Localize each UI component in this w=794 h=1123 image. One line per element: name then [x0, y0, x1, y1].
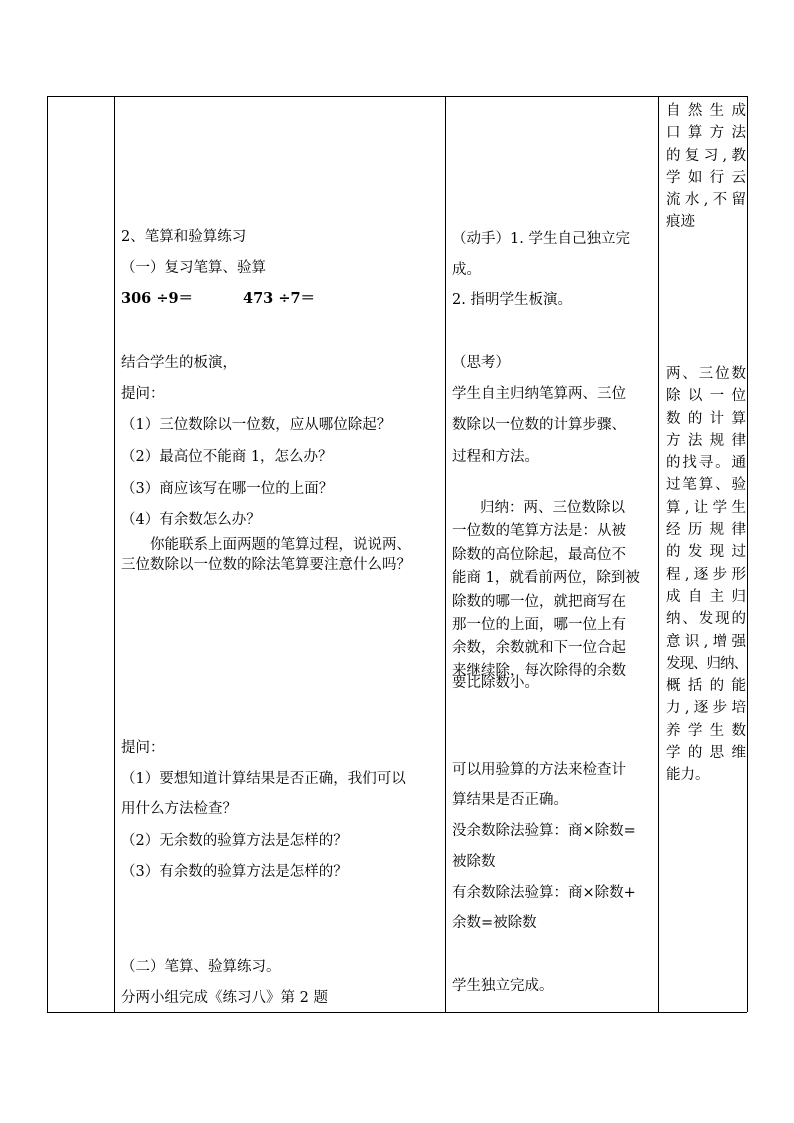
discussion-line-1: 你能联系上面两题的笔算过程，说说两、: [150, 537, 411, 553]
note-1-line: 痕迹: [666, 214, 695, 231]
note-2-line: 成自主归: [666, 588, 746, 605]
discussion-line-2: 三位数除以一位数的除法笔算要注意什么吗？: [121, 557, 411, 573]
section-title: 2、笔算和验算练习: [121, 229, 247, 245]
note-2-line: 概括的能: [666, 678, 746, 695]
note-2-line: 意识,增强: [666, 633, 746, 650]
note-1-line: 自然生成: [666, 103, 746, 119]
question-3: （3）商应该写在哪一位的上面？: [121, 481, 334, 497]
note-1-line: 的复习,教: [666, 147, 746, 164]
table-border-left: [47, 96, 48, 1012]
student-act-2: 2. 指明学生板演。: [452, 292, 572, 308]
note-1-line: 学如行云: [666, 169, 746, 186]
generalize-line-1: 归纳：两、三位数除以: [480, 500, 625, 516]
table-border-right: [747, 96, 748, 1012]
check-line-6: 余数=被除数: [452, 915, 537, 931]
subsection-practice: （二）笔算、验算练习。: [121, 959, 281, 975]
check-line-3: 没余数除法验算：商×除数=: [452, 823, 636, 839]
check-line-5: 有余数除法验算：商×除数+: [452, 885, 636, 901]
summary-line-2: 数除以一位数的计算步骤、: [452, 417, 626, 433]
question-prompt-1: 提问：: [121, 386, 165, 402]
note-2-line: 发现、归纳、: [666, 655, 747, 672]
generalize-line-3: 除数的高位除起，最高位不: [452, 547, 626, 563]
generalize-line-4: 能商 1，就看前两位，除到被: [452, 570, 640, 586]
independent-complete: 学生独立完成。: [452, 978, 554, 994]
student-act-1b: 成。: [452, 262, 481, 278]
table-top-border: [47, 96, 747, 97]
generalize-line-5: 除数的哪一位，就把商写在: [452, 594, 626, 610]
note-2-line: 算,让学生: [666, 499, 746, 516]
table-divider-1: [114, 96, 115, 1012]
generalize-line-8: 来继续除，每次除得的余数: [452, 663, 626, 679]
note-2-line: 能力。: [666, 767, 710, 784]
generalize-line-9: 要比除数小。: [452, 675, 539, 691]
subsection-review: （一）复习笔算、验算: [121, 260, 266, 276]
note-2-line: 的找寻。通: [666, 455, 746, 472]
check-line-4: 被除数: [452, 854, 496, 870]
note-2-line: 程,逐步形: [666, 566, 746, 583]
summary-line-3: 过程和方法。: [452, 449, 539, 465]
note-2-line: 数的计算: [666, 410, 746, 427]
design-note-1: [666, 100, 746, 234]
design-note-2: [666, 363, 746, 787]
combine-text: 结合学生的板演，: [121, 355, 237, 371]
think-label: （思考）: [452, 355, 510, 371]
table-divider-2: [445, 96, 446, 1012]
question-4: （4）有余数怎么办？: [121, 512, 261, 528]
practice-task: 分两小组完成《练习八》第 2 题: [121, 990, 328, 1006]
verify-question-1a: （1）要想知道计算结果是否正确，我们可以: [121, 771, 406, 787]
exercise-expr-2: 473 ÷7＝: [243, 290, 316, 307]
note-2-line: 两、三位数: [666, 366, 746, 382]
question-prompt-2: 提问：: [121, 740, 165, 756]
summary-line-1: 学生自主归纳笔算两、三位: [452, 386, 626, 402]
verify-question-2: （2）无余数的验算方法是怎样的？: [121, 833, 348, 849]
question-2: （2）最高位不能商 1，怎么办？: [121, 449, 333, 465]
verify-question-3: （3）有余数的验算方法是怎样的？: [121, 864, 348, 880]
note-2-line: 经历规律: [666, 522, 746, 539]
table-divider-3: [658, 96, 659, 1012]
note-2-line: 方法规律: [666, 432, 746, 449]
check-line-1: 可以用验算的方法来检查计: [452, 762, 626, 778]
verify-question-1b: 用什么方法检查？: [121, 801, 237, 817]
note-2-line: 学的思维: [666, 745, 746, 762]
student-act-1a: （动手）1. 学生自己独立完: [452, 231, 630, 247]
note-2-line: 过笔算、验: [666, 477, 746, 494]
generalize-line-6: 那一位的上面，哪一位上有: [452, 617, 626, 633]
note-1-line: 口算方法: [666, 125, 746, 142]
table-bottom-border: [47, 1012, 747, 1013]
note-2-line: 养学生数: [666, 722, 746, 739]
note-2-line: 力,逐步培: [666, 700, 746, 717]
note-2-line: 纳、发现的: [666, 611, 746, 628]
note-2-line: 的发现过: [666, 544, 746, 561]
exercise-expr-1: 306 ÷9＝: [121, 290, 194, 307]
note-2-line: 除以一位: [666, 388, 746, 405]
check-line-2: 算结果是否正确。: [452, 792, 568, 808]
generalize-line-7: 余数，余数就和下一位合起: [452, 640, 626, 656]
generalize-line-2: 一位数的笔算方法是：从被: [452, 523, 626, 539]
note-1-line: 流水,不留: [666, 192, 746, 209]
question-1: （1）三位数除以一位数，应从哪位除起？: [121, 417, 392, 433]
